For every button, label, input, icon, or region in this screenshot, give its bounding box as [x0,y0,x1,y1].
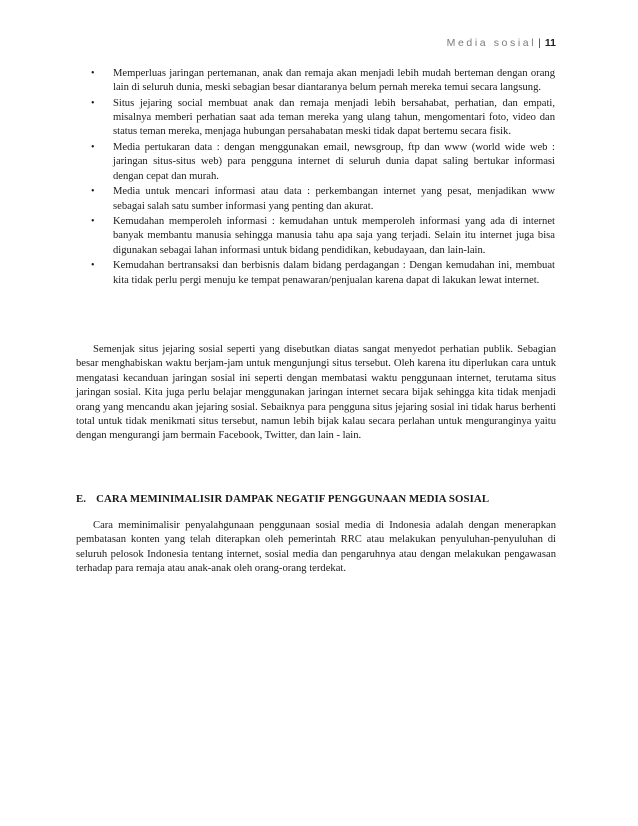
header-title: Media sosial [446,37,537,49]
list-item-text: Memperluas jaringan pertemanan, anak dan remaja akan menjadi lebih mudah berteman dengan orang lain di seluruh dunia, meski sebagian besar diantaranya belum pernah mereka temui secara langsung. [113,68,555,94]
bullet-icon: • [91,260,95,272]
bullet-list [88,67,555,289]
list-item [88,185,555,214]
list-item [88,67,555,96]
bullet-icon: • [91,186,95,198]
section-heading [76,493,489,505]
list-item [88,215,555,258]
section-letter: E. [76,493,87,505]
page-header [447,37,556,49]
list-item-text: Kemudahan bertransaksi dan berbisnis dalam bidang perdagangan : Dengan kemudahan ini, membuat kita tidak perlu pergi menuju ke tempat penawaran/penjualan karena dapat di lakukan lewat internet. [113,260,555,286]
header-separator: | [538,37,541,49]
bullet-icon: • [91,216,95,228]
page-number: 11 [544,37,556,49]
bullet-icon: • [91,97,95,109]
list-item [88,259,555,288]
list-item-text: Situs jejaring social membuat anak dan remaja menjadi lebih bersahabat, perhatian, dan empati, misalnya memberi perhatian saat ada teman mereka yang ulang tahun, mengomentari foto, video dan status teman mereka, menjaga hubungan persahabatan meski tidak dapat bertemu secara fisik. [113,97,555,138]
list-item-text: Media pertukaran data : dengan menggunakan email, newsgroup, ftp dan www (world wide web : jaringan situs-situs web) para pengguna internet di seluruh dunia dapat saling bertukar informasi dengan cepat dan murah. [113,142,555,182]
list-item-text: Media untuk mencari informasi atau data : perkembangan internet yang pesat, menjadikan www sebagai salah satu sumber informasi yang penting dan akurat. [113,186,555,212]
bullet-icon: • [91,68,95,79]
list-item [88,141,555,184]
list-item-text: Kemudahan memperoleh informasi : kemudahan untuk memperoleh informasi yang ada di internet banyak membantu manusia sehingga manusia tahu apa saja yang terjadi. Selain itu internet juga bisa digunakan sebagai lahan informasi untuk bidang pendidikan, kebudayaan, dan lain-lain. [113,216,555,256]
body-paragraph: Semenjak situs jejaring sosial seperti yang disebutkan diatas sangat menyedot perhatian publik. Sebagian besar menghabiskan waktu berjam-jam untuk mengunjungi situs tersebut. Oleh karena itu diperlukan cara untuk mengatasi kecanduan jaringan sosial ini seperti dengan membatasi waktu penggunaan internet, terutama situs jaringan sosial. Kita juga perlu belajar menggunakan jaringan internet secara bijak sehingga kita tidak menjadi orang yang mencandu akan jejaring sosial. Sebaiknya para pengguna situs jejaring sosial ini tidak harus berhenti total untuk tidak menikmati situs tersebut, namun lebih bijak kalau secara perlahan untuk menguranginya yaitu dengan mengurangi jam bermain Facebook, Twitter, dan lain - lain. [76,344,556,442]
section-paragraph: Cara meminimalisir penyalahgunaan penggunaan sosial media di Indonesia adalah dengan menerapkan pembatasan konten yang telah diterapkan oleh pemerintah RRC atau melakukan penyuluhan-penyuluhan di seluruh pelosok Indonesia tentang internet, sosial media dan pengaruhnya atau dengan melakukan pengawasan terhadap para remaja atau anak-anak oleh orang-orang terdekat. [76,520,556,575]
bullet-icon: • [91,142,95,154]
list-item [88,97,555,140]
section-title: CARA MEMINIMALISIR DAMPAK NEGATIF PENGGUNAAN MEDIA SOSIAL [96,493,490,505]
